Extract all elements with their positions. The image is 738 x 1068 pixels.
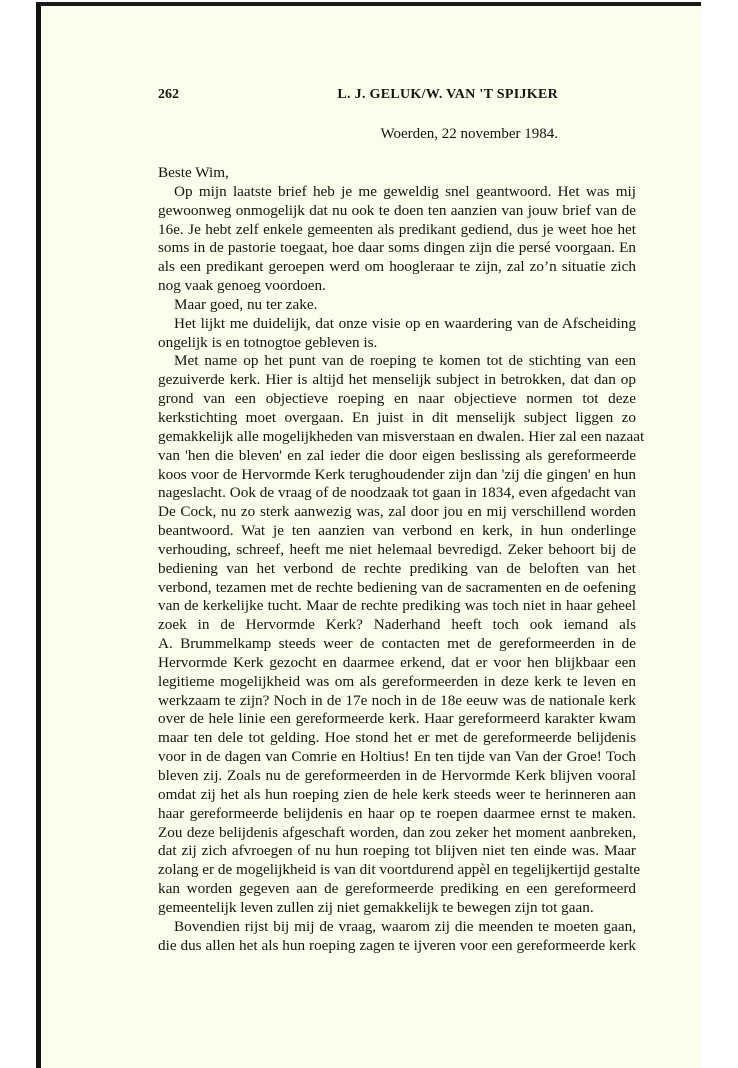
text-line: legitieme mogelijkheid was om als gereformeerden in deze kerk te leven en xyxy=(158,672,636,690)
text-line: verhouding, schreef, heeft me niet helemaal bevredigd. Zeker behoort bij de xyxy=(158,540,636,558)
text-line: beantwoord. Wat je ten aanzien van verbond en kerk, in hun onderlinge xyxy=(158,522,636,540)
text-line: omdat zij het als hun roeping zien de hele kerk steeds weer te herinneren aan xyxy=(158,785,636,803)
text-line: verbond, tezamen met de rechte bediening van de sacramenten en de oefening xyxy=(158,578,636,596)
text-line: Het lijkt me duidelijk, dat onze visie op en waardering van de Afscheiding xyxy=(174,314,636,332)
text-line: van 'hen die bleven' en zal ieder die door eigen beslissing als gereformeerde xyxy=(158,446,636,464)
text-line: over de hele linie een gereformeerde kerk. Haar gereformeerd karakter kwam xyxy=(158,710,636,728)
paragraph xyxy=(158,352,645,917)
text-line: nageslacht. Ook de vraag of de noodzaak tot gaan in 1834, even afgedacht van xyxy=(158,484,636,502)
text-line: zolang er de mogelijkheid is van dit voortdurend appèl en tegelijkertijd gestalte xyxy=(158,861,641,879)
text-line: haar gereformeerde belijdenis en haar op te roepen daarmee ernst te maken. xyxy=(158,804,636,822)
text-line: A. Brummelkamp steeds weer de contacten met de gereformeerden in de xyxy=(158,635,636,653)
text-line: dat zij zich afvroegen of nu hun roeping tot blijven niet ten einde was. Maar xyxy=(158,842,636,860)
text-line: nog vaak genoeg voordoen. xyxy=(158,277,326,295)
document-page xyxy=(36,2,701,1068)
running-head: L. J. GELUK/W. VAN 'T SPIJKER xyxy=(337,87,558,102)
text-line: 16e. Je hebt zelf enkele gemeenten als predikant gediend, dus je weet hoe het xyxy=(158,220,636,238)
text-line: Bovendien rijst bij mij de vraag, waarom zij die meenden te moeten gaan, xyxy=(174,917,636,935)
text-line: Op mijn laatste brief heb je me geweldig snel geantwoord. Het was mij xyxy=(174,182,636,200)
paragraph xyxy=(158,183,636,296)
text-line: maar ten dele tot gelding. Hoe stond het er met de gereformeerde belijdenis xyxy=(158,729,636,747)
text-line: van de kerkelijke tucht. Maar de rechte prediking was toch niet in haar geheel xyxy=(158,597,636,615)
paragraph xyxy=(158,315,636,353)
paragraph xyxy=(158,918,636,956)
text-line: soms in de pastorie toegaat, hoe daar soms dingen zijn die persé voorgaan. En xyxy=(158,239,636,257)
text-line: Hervormde Kerk gezocht en daarmee erkend, dat er voor hen blijkbaar een xyxy=(158,653,636,671)
text-line: ongelijk is en totnogtoe gebleven is. xyxy=(158,333,378,351)
text-line: kerkstichting moet overgaan. En juist in dit menselijk subject liggen zo xyxy=(158,408,636,426)
text-line: gemeentelijk leven zullen zij niet gemakkelijk te bewegen zijn tot gaan. xyxy=(158,898,594,916)
text-line: Maar goed, nu ter zake. xyxy=(174,295,318,313)
letter-body xyxy=(158,164,645,955)
text-line: grond van een objectieve roeping en naar objectieve normen tot deze xyxy=(158,390,636,408)
text-line: gezuiverde kerk. Hier is altijd het menselijk subject in betrokken, dat dan op xyxy=(158,371,636,389)
letter-dateline: Woerden, 22 november 1984. xyxy=(380,126,558,142)
text-line: gemakkelijk alle mogelijkheden van misverstaan en dwalen. Hier zal een nazaat xyxy=(158,427,645,445)
text-line: die dus allen het als hun roeping zagen te ijveren voor een gereformeerde kerk xyxy=(158,936,636,954)
text-line: koos voor de Hervormde Kerk terughoudender zijn dan 'zij die gingen' en hun xyxy=(158,465,636,483)
text-line: Met name op het punt van de roeping te komen tot de stichting van een xyxy=(174,352,636,370)
text-line: als een predikant geroepen werd om hoogleraar te zijn, zal zo’n situatie zich xyxy=(158,258,636,276)
text-line: gewoonweg onmogelijk dat nu ook te doen ten aanzien van jouw brief van de xyxy=(158,201,636,219)
salutation: Beste Wim, xyxy=(158,164,229,181)
text-line: bleven zij. Zoals nu de gereformeerden in de Hervormde Kerk blijven vooral xyxy=(158,767,636,784)
text-line: De Cock, nu zo sterk aanwezig was, zal door jou en mij verschillend worden xyxy=(158,503,636,521)
text-line: voor in de dagen van Comrie en Holtius! En ten tijde van Van der Groe! Toch xyxy=(158,748,636,766)
text-line: zoek in de Hervormde Kerk? Naderhand heeft toch ook iemand als xyxy=(158,616,636,634)
text-line: kan worden gegeven aan de gereformeerde prediking en een gereformeerd xyxy=(158,880,636,898)
text-line: Zou deze belijdenis afgeschaft worden, dan zou zeker het moment aanbreken, xyxy=(158,823,636,841)
paragraph xyxy=(158,296,636,315)
page-number: 262 xyxy=(158,87,179,102)
text-line: werkzaam te zijn? Noch in de 17e noch in de 18e eeuw was de nationale kerk xyxy=(158,691,636,709)
paragraphs xyxy=(158,182,645,956)
text-line: bediening van het verbond de rechte prediking van de beloften van het xyxy=(158,559,636,577)
